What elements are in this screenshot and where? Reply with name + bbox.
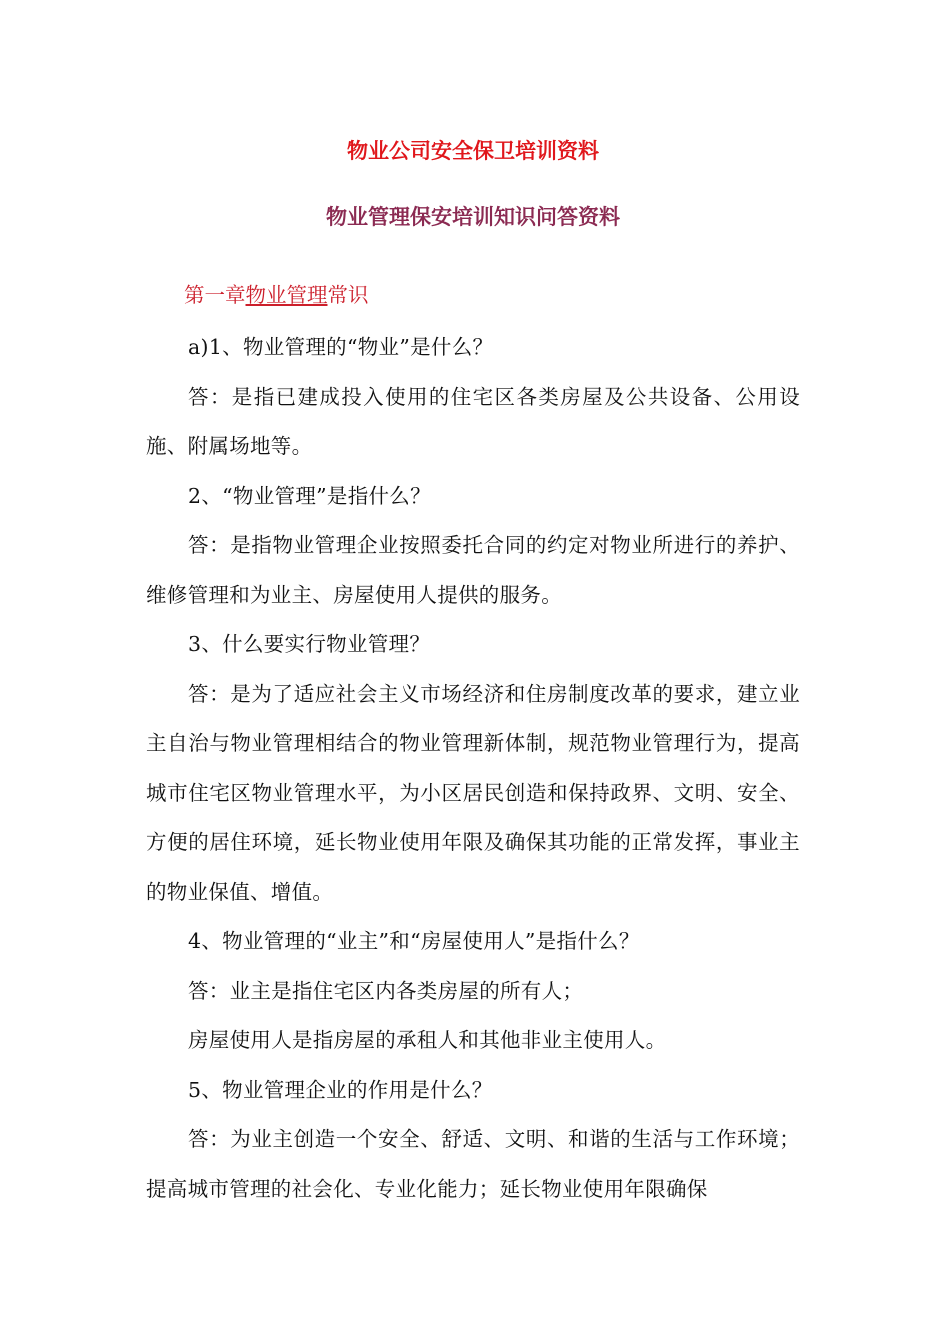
answer-2: 答：是指物业管理企业按照委托合同的约定对物业所进行的养护、维修管理和为业主、房屋使用人提供的服务。	[146, 533, 800, 607]
answer-1: 答：是指已建成投入使用的住宅区各类房屋及公共设备、公用设施、附属场地等。	[146, 384, 800, 458]
question-3: 3、什么要实行物业管理？	[188, 632, 431, 656]
chapter-heading	[146, 275, 800, 315]
document-title: 物业公司安全保卫培训资料	[347, 138, 599, 163]
chapter-suffix: 常识	[327, 283, 369, 307]
answer-5: 答：为业主创造一个安全、舒适、文明、和谐的生活与工作环境；提高城市管理的社会化、专业化能力；延长物业使用年限确保	[146, 1127, 800, 1201]
chapter-link[interactable]: 物业管理	[245, 283, 328, 307]
question-2: 2、“物业管理”是指什么？	[188, 483, 431, 508]
answer-3: 答：是为了适应社会主义市场经济和住房制度改革的要求，建立业主自治与物业管理相结合的物业管理新体制，规范物业管理行为，提高城市住宅区物业管理水平，为小区居民创造和保持政界、文明、安全、方便的居住环境，延长物业使用年限及确保其功能的正常发挥，事业主的物业保值、增值。	[146, 681, 800, 904]
document-body	[146, 323, 800, 1214]
question-5: 5、物业管理企业的作用是什么？	[188, 1077, 493, 1102]
answer-4: 答：业主是指住宅区内各类房屋的所有人；	[188, 978, 584, 1003]
chapter-prefix: 第一章	[184, 283, 246, 307]
document-subtitle: 物业管理保安培训知识问答资料	[326, 204, 620, 229]
question-4: 4、物业管理的“业主”和“房屋使用人”是指什么？	[188, 929, 640, 953]
question-1: a)1、物业管理的“物业”是什么？	[188, 335, 494, 359]
answer-4-continued: 房屋使用人是指房屋的承租人和其他非业主使用人。	[188, 1028, 667, 1052]
